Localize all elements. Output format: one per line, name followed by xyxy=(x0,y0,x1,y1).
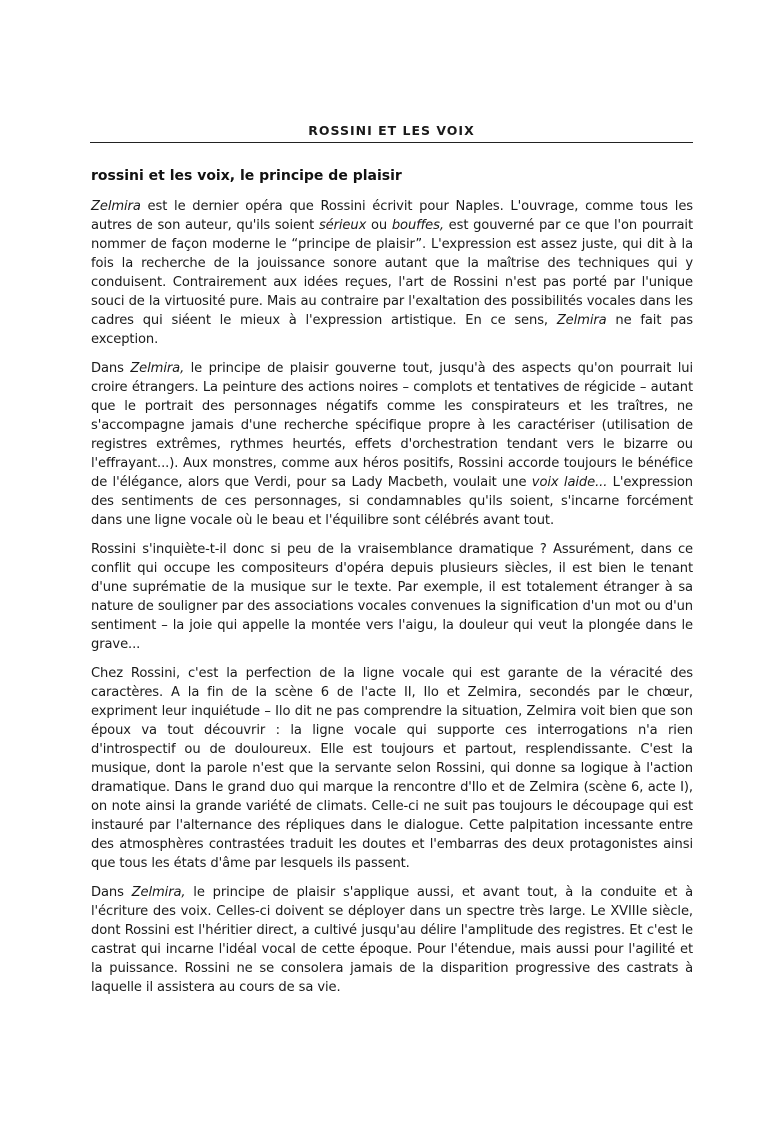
italic-text: bouffes, xyxy=(391,218,444,233)
text-run: le principe de plaisir gouverne tout, jusqu'à des aspects qu'on pourrait lui croire étrangers. La peinture des actions noires – complots et tentatives de régicide – autant que le portrait des personnages négatifs comme les conspirateurs et les traîtres, ne s'accompagne jamais d'une recherche spécifique propre à les caractériser (utilisation de registres extrêmes, rythmes heurtés, effets d'orchestration tendant vers le bizarre ou l'effrayant...). Aux monstres, comme aux héros positifs, Rossini accorde toujours le bénéfice de l'élégance, alors que Verdi, pour sa Lady Macbeth, voulait une xyxy=(91,361,693,490)
article-body xyxy=(91,166,693,1007)
text-run: ne fait pas exception. xyxy=(91,313,694,347)
running-header: ROSSINI ET LES VOIX xyxy=(308,123,475,138)
header-rule xyxy=(90,142,693,143)
section-title: rossini et les voix, le principe de plaisir xyxy=(91,168,402,184)
text-run: Chez Rossini, c'est la perfection de la ligne vocale qui est garante de la véracité des caractères. A la fin de la scène 6 de l'acte II, Ilo et Zelmira, secondés par le chœur, expriment leur inquiétude – Ilo dit ne pas comprendre la situation, Zelmira voit bien que son époux va tout découvrir : la ligne vocale qui supporte ces interrogations n'a rien d'introspectif ou de douloureux. Elle est toujours et partout, resplendissante. C'est la musique, dont la parole n'est que la servante selon Rossini, qui donne sa logique à l'action dramatique. Dans le grand duo qui marque la rencontre d'Ilo et de Zelmira (scène 6, acte I), on note ainsi la grande variété de climats. Celle-ci ne suit pas toujours le découpage qui est instauré par l'alternance des répliques dans le dialogue. Cette palpitation incessante entre des atmosphères contrastées traduit les doutes et l'embarras des deux protagonistes ainsi que tous les états d'âme par lesquels ils passent. xyxy=(91,666,693,871)
italic-text: Zelmira, xyxy=(131,885,186,900)
italic-text: sérieux xyxy=(318,218,367,233)
text-run: est le dernier opéra que Rossini écrivit pour Naples. L'ouvrage, comme tous les autres de son auteur, qu'ils soient xyxy=(91,199,693,233)
paragraph xyxy=(91,664,693,873)
paragraph xyxy=(91,359,693,530)
paragraph xyxy=(91,197,693,349)
text-run: Dans xyxy=(91,885,132,900)
text-run: est gouverné par ce que l'on pourrait nommer de façon moderne le “principe de plaisir”. L'expression est assez juste, qui dit à la fois la recherche de la jouissance sonore autant que la maîtrise des techniques qui y conduisent. Contrairement aux idées reçues, l'art de Rossini n'est pas porté par l'unique souci de la virtuosité pure. Mais au contraire par l'exaltation des possibilités vocales dans les cadres qui siéent le mieux à l'expression artistique. En ce sens, xyxy=(91,218,694,328)
text-run: Dans xyxy=(91,361,131,376)
paragraph xyxy=(91,883,693,997)
italic-text: Zelmira, xyxy=(130,361,185,376)
text-run: Rossini s'inquiète-t-il donc si peu de la vraisemblance dramatique ? Assurément, dans ce conflit qui occupe les compositeurs d'opéra depuis plusieurs siècles, il est bien le tenant d'une suprématie de la musique sur le texte. Par exemple, il est totalement étranger à sa nature de souligner par des associations vocales convenues la signification d'un mot ou d'un sentiment – la joie qui appelle la montée vers l'aigu, la douleur qui veut la plongée dans le grave... xyxy=(91,542,693,652)
italic-text: voix laide... xyxy=(531,475,608,490)
text-run: ou xyxy=(366,218,392,233)
italic-text: Zelmira xyxy=(91,199,141,214)
text-run: L'expression des sentiments de ces personnages, si condamnables qu'ils soient, s'incarne forcément dans une ligne vocale où le beau et l'équilibre sont célébrés avant tout. xyxy=(91,475,693,528)
italic-text: Zelmira xyxy=(556,313,607,328)
paragraph xyxy=(91,540,693,654)
text-run: le principe de plaisir s'applique aussi, et avant tout, à la conduite et à l'écriture des voix. Celles-ci doivent se déployer dans un spectre très large. Le XVIIIe siècle, dont Rossini est l'héritier direct, a cultivé jusqu'au délire l'amplitude des registres. Et c'est le castrat qui incarne l'idéal vocal de cette époque. Pour l'étendue, mais aussi pour l'agilité et la puissance. Rossini ne se consolera jamais de la disparition progressive des castrats à laquelle il assistera au cours de sa vie. xyxy=(91,885,694,995)
